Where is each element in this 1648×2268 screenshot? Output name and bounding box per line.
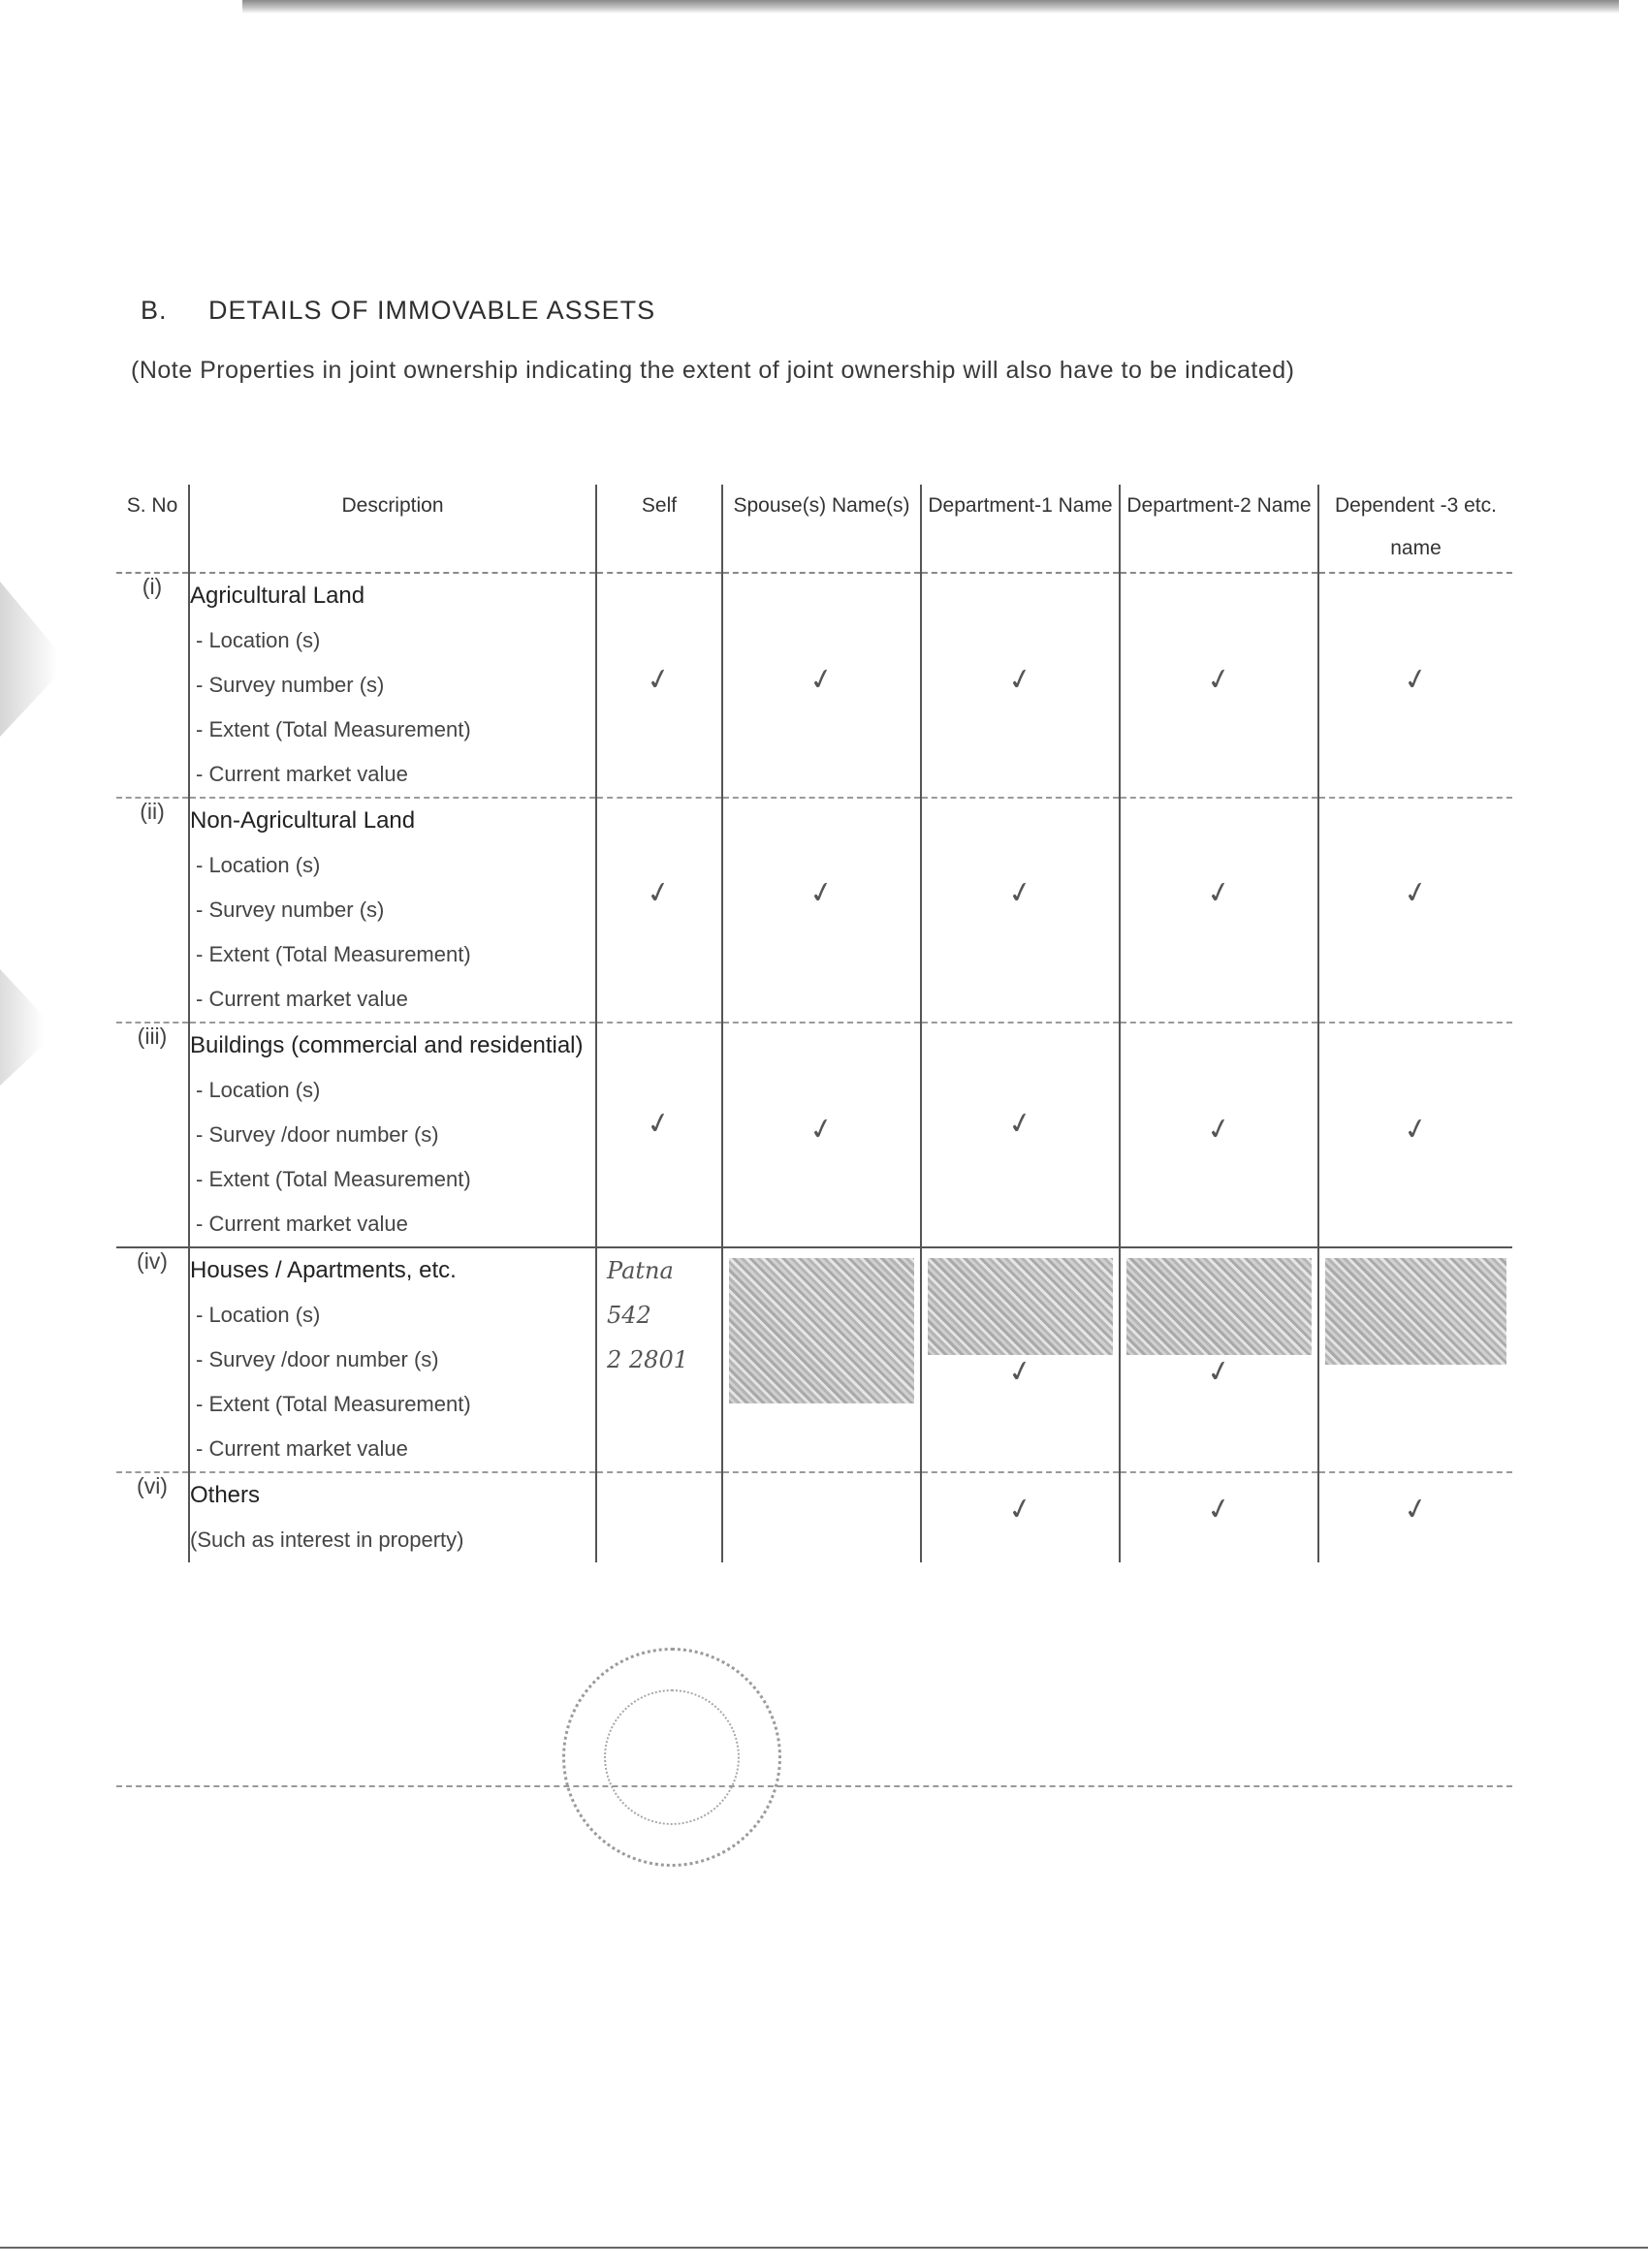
tick-mark: ✓ [806, 873, 838, 913]
official-stamp [562, 1648, 781, 1867]
tick-mark: ✓ [1400, 660, 1432, 700]
cell-self [596, 798, 722, 1023]
row-item: - Current market value [196, 1436, 408, 1461]
row-item: - Current market value [196, 1212, 408, 1236]
row-item: - Extent (Total Measurement) [196, 942, 471, 966]
tick-mark: ✓ [644, 660, 675, 700]
table-row [116, 573, 1512, 798]
header-sno: S. No [116, 485, 189, 573]
tick-mark: ✓ [1004, 1104, 1036, 1144]
tick-mark: ✓ [1400, 1490, 1432, 1529]
tick-mark: ✓ [1203, 660, 1235, 700]
row-sno: (vi) [116, 1472, 189, 1562]
cell-dep1 [921, 1023, 1120, 1247]
tick-mark: ✓ [1400, 1110, 1432, 1150]
tick-mark: ✓ [806, 660, 838, 700]
handwritten-location: Patna [607, 1257, 674, 1284]
row-description [189, 1247, 596, 1472]
tick-mark: ✓ [1203, 1490, 1235, 1529]
row-title: Buildings (commercial and residential) [190, 1032, 584, 1058]
scan-edge-shadow [242, 0, 1619, 14]
section-letter: B. [141, 296, 168, 325]
row-title: Non-Agricultural Land [190, 807, 416, 834]
cell-spouse [722, 1023, 921, 1247]
cell-self [596, 1472, 722, 1562]
tick-mark: ✓ [1203, 873, 1235, 913]
tick-mark: ✓ [1203, 1352, 1235, 1392]
row-item: - Extent (Total Measurement) [196, 1392, 471, 1416]
header-dep3: Dependent -3 etc. name [1318, 485, 1512, 573]
tick-mark: ✓ [1004, 1490, 1036, 1529]
row-item: - Extent (Total Measurement) [196, 717, 471, 741]
page-bottom-rule [0, 2247, 1648, 2249]
row-item: - Location (s) [196, 1303, 321, 1327]
header-spouse: Spouse(s) Name(s) [722, 485, 921, 573]
row-title: Houses / Apartments, etc. [190, 1257, 457, 1283]
cell-dep3 [1318, 798, 1512, 1023]
redacted-area [1126, 1258, 1312, 1355]
header-self: Self [596, 485, 722, 573]
cell-self [596, 1247, 722, 1472]
redacted-area [928, 1258, 1113, 1355]
row-description [189, 1023, 596, 1247]
cell-dep3 [1318, 1023, 1512, 1247]
cell-dep1 [921, 1472, 1120, 1562]
row-description [189, 573, 596, 798]
header-dep2: Department-2 Name [1120, 485, 1318, 573]
section-note: (Note Properties in joint ownership indicating the extent of joint ownership will also have to be indicated) [131, 357, 1295, 384]
cell-dep2 [1120, 1472, 1318, 1562]
table-row [116, 1472, 1512, 1562]
cell-spouse [722, 573, 921, 798]
table-bottom-rule [116, 1785, 1512, 1787]
cell-self [596, 1023, 722, 1247]
scan-left-artifact [0, 969, 44, 1086]
row-sno: (ii) [116, 798, 189, 1023]
cell-dep2 [1120, 798, 1318, 1023]
row-item: - Current market value [196, 762, 408, 786]
handwritten-survey-number: 542 [607, 1302, 651, 1329]
tick-mark: ✓ [1203, 1110, 1235, 1150]
tick-mark: ✓ [1004, 873, 1036, 913]
row-item: - Location (s) [196, 628, 321, 652]
header-description: Description [189, 485, 596, 573]
tick-mark: ✓ [644, 873, 675, 913]
row-sno: (iv) [116, 1247, 189, 1472]
cell-dep2 [1120, 1247, 1318, 1472]
section-heading [141, 296, 655, 326]
row-item: - Location (s) [196, 1078, 321, 1102]
scan-left-artifact [0, 582, 58, 737]
row-item: (Such as interest in property) [190, 1528, 464, 1552]
tick-mark: ✓ [1004, 660, 1036, 700]
redacted-area [1325, 1258, 1506, 1365]
cell-spouse [722, 1247, 921, 1472]
row-item: - Current market value [196, 987, 408, 1011]
row-sno: (i) [116, 573, 189, 798]
row-title: Others [190, 1482, 261, 1508]
row-item: - Survey number (s) [196, 673, 385, 697]
cell-dep2 [1120, 573, 1318, 798]
table-row [116, 1023, 1512, 1247]
tick-mark: ✓ [1004, 1352, 1036, 1392]
table-header-row [116, 485, 1512, 573]
row-description [189, 798, 596, 1023]
row-item: - Survey /door number (s) [196, 1122, 439, 1147]
row-title: Agricultural Land [190, 583, 365, 609]
cell-spouse [722, 798, 921, 1023]
row-item: - Location (s) [196, 853, 321, 877]
cell-self [596, 573, 722, 798]
cell-dep1 [921, 573, 1120, 798]
cell-dep3 [1318, 1472, 1512, 1562]
cell-dep1 [921, 798, 1120, 1023]
tick-mark: ✓ [644, 1104, 675, 1144]
table-row [116, 1247, 1512, 1472]
row-sno: (iii) [116, 1023, 189, 1247]
header-dep1: Department-1 Name [921, 485, 1120, 573]
immovable-assets-table [116, 485, 1512, 1562]
row-item: - Survey /door number (s) [196, 1347, 439, 1371]
row-item: - Extent (Total Measurement) [196, 1167, 471, 1191]
row-item: - Survey number (s) [196, 898, 385, 922]
tick-mark: ✓ [1400, 873, 1432, 913]
cell-dep1 [921, 1247, 1120, 1472]
cell-dep2 [1120, 1023, 1318, 1247]
cell-dep3 [1318, 1247, 1512, 1472]
section-title: DETAILS OF IMMOVABLE ASSETS [208, 296, 656, 325]
redacted-area [729, 1258, 914, 1403]
handwritten-extent: 2 2801 [607, 1346, 688, 1373]
cell-spouse [722, 1472, 921, 1562]
table-row [116, 798, 1512, 1023]
row-description [189, 1472, 596, 1562]
tick-mark: ✓ [806, 1110, 838, 1150]
cell-dep3 [1318, 573, 1512, 798]
